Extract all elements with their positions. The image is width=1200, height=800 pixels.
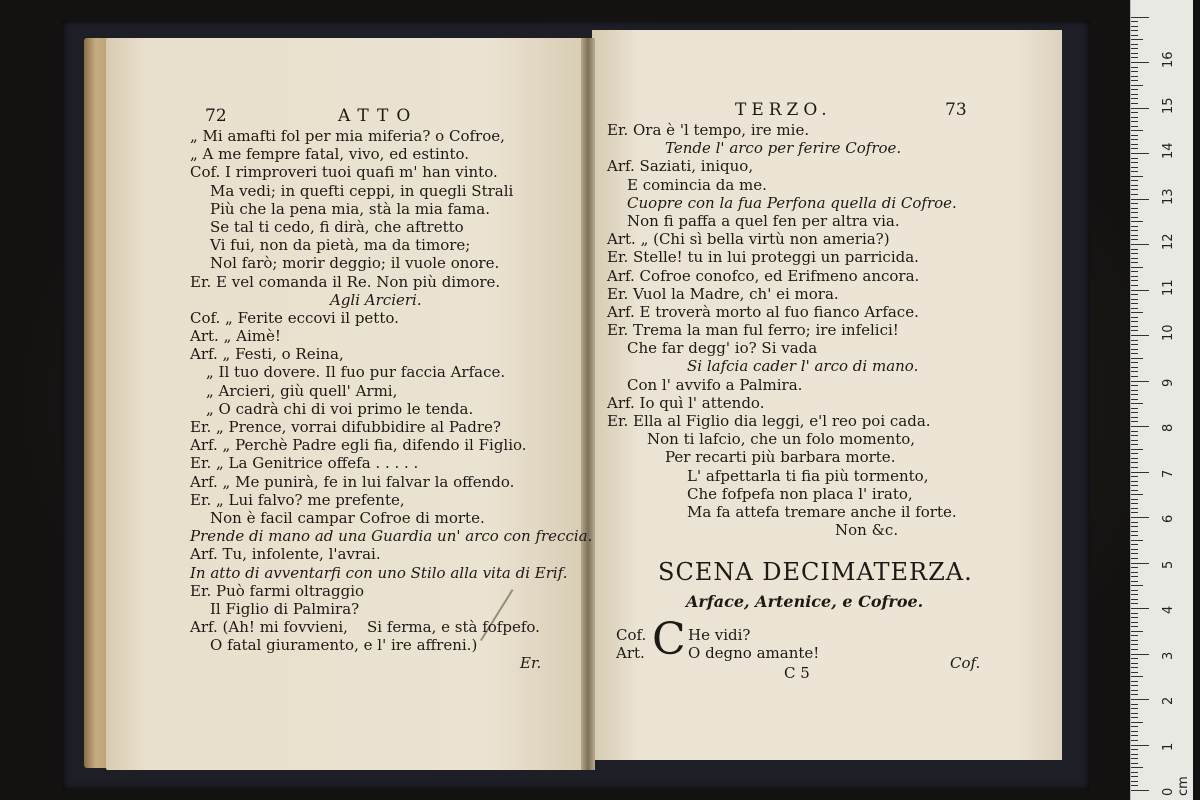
right-page-text-line: Arf. Cofroe conofco, ed Erifmeno ancora.	[607, 266, 920, 285]
right-page-text-line: Che fofpefa non placa l' irato,	[687, 484, 913, 503]
ruler-tick	[1131, 321, 1138, 322]
left-page-text-line: Er. „ Prence, vorrai difubbidire al Padre?	[190, 418, 501, 436]
left-page-text-line: „ A me fempre fatal, vivo, ed estinto.	[190, 145, 470, 164]
ruler-tick	[1131, 117, 1138, 118]
ruler-tick	[1131, 640, 1138, 641]
ruler-tick	[1131, 726, 1138, 727]
ruler-tick	[1131, 44, 1138, 45]
ruler-tick	[1131, 258, 1138, 259]
ruler-tick	[1131, 194, 1138, 195]
ruler-tick	[1131, 708, 1138, 709]
ruler-tick	[1131, 540, 1143, 541]
ruler-tick	[1131, 576, 1138, 577]
left-page-text-line: Arf. „ Festi, o Reina,	[190, 345, 344, 364]
left-running-head: ATTO	[338, 106, 419, 126]
ruler-tick	[1131, 299, 1138, 300]
ruler-label: 0 cm	[1161, 776, 1191, 796]
ruler-tick	[1131, 108, 1149, 109]
ruler-label: 6	[1161, 514, 1176, 523]
right-page-text-line: Arf. E troverà morto al fuo fianco Arface.	[607, 302, 919, 321]
ruler-tick	[1131, 335, 1149, 336]
ruler-tick	[1131, 76, 1138, 77]
ruler-tick	[1131, 785, 1138, 786]
ruler-tick	[1131, 221, 1143, 222]
ruler-tick	[1131, 649, 1138, 650]
ruler-tick	[1131, 290, 1149, 291]
right-page-text-line: Non fi paffa a quel fen per altra via.	[627, 211, 900, 230]
left-page-text	[190, 127, 592, 673]
ruler-tick	[1131, 353, 1138, 354]
ruler-tick	[1131, 153, 1149, 154]
ruler-tick	[1131, 121, 1138, 122]
ruler-tick	[1131, 139, 1138, 140]
ruler-tick	[1131, 144, 1138, 145]
ruler-tick	[1131, 358, 1143, 359]
ruler-tick	[1131, 80, 1138, 81]
ruler-tick	[1131, 772, 1138, 773]
ruler-tick	[1131, 253, 1138, 254]
right-page-text-line: Art. „ (Chi sì bella virtù non ameria?)	[607, 230, 890, 249]
right-page-text-line: Per recarti più barbara morte.	[665, 448, 896, 467]
ruler-tick	[1131, 572, 1138, 573]
ruler-tick	[1131, 481, 1138, 482]
left-page-text-line: Ma vedi; in quefti ceppi, in quegli Strali	[210, 181, 514, 200]
ruler-tick	[1131, 590, 1138, 591]
ruler-tick	[1131, 558, 1138, 559]
left-page-text-line: Er.	[520, 654, 542, 673]
left-page-text-line: Arf. (Ah! mi fovvieni, Si ferma, e stà fofpefo.	[190, 618, 540, 637]
right-page-text-line: Arf. Saziati, iniquo,	[607, 157, 754, 176]
ruler-tick	[1131, 326, 1138, 327]
ruler-tick	[1131, 308, 1138, 309]
right-page-text-line: Si lafcia cader l' arco di mano.	[687, 357, 919, 376]
ruler-tick	[1131, 167, 1138, 168]
left-page-number: 72	[205, 106, 227, 126]
left-page-text-line: Più che la pena mia, stà la mia fama.	[210, 199, 490, 218]
right-page-text-line: Er. Ella al Figlio dia leggi, e'l reo poi cada.	[607, 412, 931, 430]
ruler-tick	[1131, 317, 1138, 318]
ruler-tick	[1131, 594, 1138, 595]
ruler-tick	[1131, 180, 1138, 181]
ruler-label: 15	[1161, 96, 1176, 114]
dialogue-speaker-1: Cof.	[616, 626, 647, 644]
ruler-tick	[1131, 148, 1138, 149]
ruler-tick	[1131, 176, 1143, 177]
ruler-label: 9	[1161, 378, 1176, 387]
ruler-label: 8	[1161, 423, 1176, 432]
ruler-tick	[1131, 667, 1138, 668]
left-page-text-line: O fatal giuramento, e l' ire affreni.)	[210, 636, 478, 655]
ruler-tick	[1131, 226, 1138, 227]
ruler-tick	[1131, 508, 1138, 509]
left-page-text-line: Prende di mano ad una Guardia un' arco con freccia.	[190, 527, 593, 546]
ruler-tick	[1131, 658, 1138, 659]
left-page-text-line: Vi fui, non da pietà, ma da timore;	[210, 236, 471, 255]
left-page-text-line: Er. E vel comanda il Re. Non più dimore.	[190, 272, 501, 291]
ruler-tick	[1131, 704, 1138, 705]
ruler-tick	[1131, 531, 1138, 532]
ruler-tick	[1131, 608, 1149, 609]
ruler-tick	[1131, 626, 1138, 627]
ruler-tick	[1131, 713, 1138, 714]
ruler-tick	[1131, 244, 1149, 245]
left-page-text-line: Arf. „ Me punirà, fe in lui falvar la offendo.	[190, 472, 515, 491]
ruler-tick	[1131, 472, 1149, 473]
ruler-tick	[1131, 362, 1138, 363]
left-page-text-line: Se tal ti cedo, fi dirà, che aftretto	[210, 217, 464, 236]
ruler-tick	[1131, 781, 1138, 782]
ruler-tick	[1131, 185, 1138, 186]
ruler-tick	[1131, 280, 1138, 281]
ruler-tick	[1131, 408, 1138, 409]
ruler-tick	[1131, 340, 1138, 341]
ruler-tick	[1131, 158, 1138, 159]
ruler-tick	[1131, 563, 1149, 564]
ruler-tick	[1131, 776, 1138, 777]
ruler-label: 10	[1161, 324, 1176, 341]
ruler-tick	[1131, 130, 1143, 131]
ruler-tick	[1131, 412, 1138, 413]
ruler-label: 11	[1161, 278, 1176, 296]
ruler-tick	[1131, 453, 1138, 454]
left-page-text-line: Agli Arcieri.	[330, 290, 422, 309]
ruler-tick	[1131, 449, 1143, 450]
ruler-tick	[1131, 745, 1149, 746]
ruler-label: 4	[1161, 605, 1176, 614]
ruler-tick	[1131, 235, 1138, 236]
ruler-tick	[1131, 217, 1138, 218]
ruler-tick	[1131, 462, 1138, 463]
ruler-label: 1	[1161, 742, 1176, 751]
left-page-text-line: Er. Può farmi oltraggio	[190, 581, 365, 600]
ruler-tick	[1131, 644, 1138, 645]
ruler-tick	[1131, 57, 1138, 58]
ruler-tick	[1131, 203, 1138, 204]
ruler-tick	[1131, 421, 1138, 422]
ruler-tick	[1131, 367, 1138, 368]
ruler-tick	[1131, 740, 1138, 741]
ruler-tick	[1131, 603, 1138, 604]
ruler-tick	[1131, 749, 1138, 750]
ruler-tick	[1131, 112, 1138, 113]
right-page-text-line: Er. Vuol la Madre, ch' ei mora.	[607, 284, 839, 303]
ruler-tick	[1131, 431, 1138, 432]
ruler-tick	[1131, 212, 1138, 213]
right-page-text	[607, 121, 957, 539]
ruler-tick	[1131, 135, 1138, 136]
signature-mark: C 5	[784, 664, 810, 682]
ruler-tick	[1131, 585, 1143, 586]
ruler-tick	[1131, 285, 1138, 286]
ruler-tick	[1131, 344, 1138, 345]
ruler-tick	[1131, 312, 1143, 313]
ruler-tick	[1131, 485, 1138, 486]
ruler-tick	[1131, 599, 1138, 600]
ruler-tick	[1131, 567, 1138, 568]
ruler-tick	[1131, 71, 1138, 72]
right-page-text-line: Non &c.	[835, 521, 899, 540]
ruler-tick	[1131, 526, 1138, 527]
ruler-tick	[1131, 672, 1138, 673]
ruler-tick	[1131, 613, 1138, 614]
ruler-tick	[1131, 685, 1138, 686]
catchword: Cof.	[950, 654, 981, 672]
right-page-text-line: L' afpettarla ti fia più tormento,	[687, 466, 929, 485]
ruler-tick	[1131, 330, 1138, 331]
ruler-tick	[1131, 26, 1138, 27]
ruler-tick	[1131, 349, 1138, 350]
left-page-text-line: „ Il tuo dovere. Il fuo pur faccia Arface.	[206, 363, 506, 382]
ruler-tick	[1131, 376, 1138, 377]
dialogue-line-1: He vidi?	[688, 626, 751, 644]
ruler-label: 14	[1161, 142, 1176, 159]
ruler-tick	[1131, 385, 1138, 386]
left-page-text-line: In atto di avventarfi con uno Stilo alla vita di Erif.	[190, 563, 568, 582]
ruler-tick	[1131, 399, 1138, 400]
left-page-text-line: Art. „ Aimè!	[190, 327, 281, 346]
ruler-label: 3	[1161, 651, 1176, 660]
ruler-tick	[1131, 440, 1138, 441]
right-page-number: 73	[945, 100, 967, 120]
ruler-tick	[1131, 417, 1138, 418]
ruler-tick	[1131, 294, 1138, 295]
ruler-tick	[1131, 663, 1138, 664]
ruler-tick	[1131, 490, 1138, 491]
ruler-tick	[1131, 499, 1138, 500]
ruler-tick	[1131, 553, 1138, 554]
right-page-text-line: Cuopre con la fua Perfona quella di Cofroe.	[627, 193, 957, 212]
ruler-tick	[1131, 30, 1138, 31]
ruler-tick	[1131, 549, 1138, 550]
ruler-tick	[1131, 635, 1138, 636]
dialogue-speaker-2: Art.	[616, 644, 645, 662]
left-page-text-line: Il Figlio di Palmira?	[210, 599, 360, 618]
right-running-head: TERZO.	[735, 100, 832, 120]
left-page-text-line: Cof. I rimproveri tuoi quafi m' han vinto.	[190, 163, 498, 182]
ruler-tick	[1131, 48, 1138, 49]
ruler-tick	[1131, 517, 1149, 518]
ruler-tick	[1131, 103, 1138, 104]
ruler-tick	[1131, 690, 1138, 691]
right-page-text-line: Non ti lafcio, che un folo momento,	[647, 430, 916, 449]
left-page-text-line: Nol farò; morir deggio; il vuole onore.	[210, 254, 500, 273]
ruler-tick	[1131, 403, 1143, 404]
ruler-tick	[1131, 458, 1138, 459]
ruler-tick	[1131, 426, 1149, 427]
right-page-text-line: E comincia da me.	[627, 175, 767, 194]
ruler-tick	[1131, 694, 1138, 695]
ruler-tick	[1131, 476, 1138, 477]
ruler-tick	[1131, 676, 1143, 677]
left-page-text-line: Cof. „ Ferite eccovi il petto.	[190, 308, 399, 327]
left-page-text-line: Er. „ Lui falvo? me prefente,	[190, 490, 405, 509]
left-page-text-line: Non è facil campar Cofroe di morte.	[210, 508, 485, 527]
ruler-tick	[1131, 189, 1138, 190]
ruler-tick	[1131, 249, 1138, 250]
right-page-text-line: Che far degg' io? Si vada	[627, 339, 818, 358]
ruler-tick	[1131, 239, 1138, 240]
ruler-tick	[1131, 271, 1138, 272]
ruler-tick	[1131, 763, 1138, 764]
ruler-tick	[1131, 435, 1138, 436]
ruler-tick	[1131, 85, 1143, 86]
left-page-text-line: Er. „ La Genitrice offefa . . . . .	[190, 454, 419, 473]
ruler-tick	[1131, 494, 1143, 495]
ruler-tick	[1131, 126, 1138, 127]
ruler-tick	[1131, 754, 1138, 755]
ruler-tick	[1131, 162, 1138, 163]
ruler-tick	[1131, 94, 1138, 95]
ruler-tick	[1131, 735, 1138, 736]
ruler-tick	[1131, 17, 1149, 18]
right-page-text-line: Con l' avvifo a Palmira.	[627, 375, 803, 394]
ruler-label: 7	[1161, 469, 1176, 478]
ruler-tick	[1131, 390, 1138, 391]
ruler-label: 12	[1161, 233, 1176, 250]
scene-title: SCENA DECIMATERZA.	[658, 558, 973, 586]
ruler-tick	[1131, 544, 1138, 545]
ruler-tick	[1131, 758, 1138, 759]
ruler-tick	[1131, 722, 1143, 723]
ruler-tick	[1131, 67, 1138, 68]
ruler-tick	[1131, 230, 1138, 231]
ruler-tick	[1131, 444, 1138, 445]
ruler-tick	[1131, 208, 1138, 209]
ruler-tick	[1131, 381, 1149, 382]
ruler-tick	[1131, 790, 1149, 791]
ruler-tick	[1131, 394, 1138, 395]
ruler-tick	[1131, 371, 1138, 372]
dialogue-line-2: O degno amante!	[688, 644, 820, 662]
ruler-tick	[1131, 522, 1138, 523]
ruler-tick	[1131, 35, 1138, 36]
left-page-text-line: Arf. „ Perchè Padre egli fia, difendo il Figlio.	[190, 436, 527, 455]
ruler-tick	[1131, 512, 1138, 513]
ruler-label: 13	[1161, 187, 1176, 205]
ruler-tick	[1131, 276, 1138, 277]
drop-cap: C	[652, 614, 686, 665]
ruler-tick	[1131, 731, 1138, 732]
ruler-label: 16	[1161, 51, 1176, 68]
right-page-text-line: Er. Ora è 'l tempo, ire mie.	[607, 121, 810, 139]
left-page-text-line: „ O cadrà chi di voi primo le tenda.	[206, 399, 474, 418]
left-page-text-line: „ Mi amafti fol per mia miferia? o Cofroe,	[190, 127, 505, 145]
ruler-tick	[1131, 503, 1138, 504]
ruler-tick	[1131, 631, 1143, 632]
ruler-tick	[1131, 699, 1149, 700]
left-page-text-line: Arf. Tu, infolente, l'avrai.	[190, 545, 381, 564]
ruler-tick	[1131, 62, 1149, 63]
ruler-tick	[1131, 681, 1138, 682]
ruler-tick	[1131, 39, 1143, 40]
ruler-tick	[1131, 21, 1138, 22]
measurement-ruler	[1130, 0, 1193, 800]
ruler-tick	[1131, 654, 1149, 655]
ruler-tick	[1131, 89, 1138, 90]
ruler-tick	[1131, 199, 1149, 200]
left-page-text-line: „ Arcieri, giù quell' Armi,	[206, 381, 398, 400]
ruler-tick	[1131, 262, 1138, 263]
ruler-tick	[1131, 617, 1138, 618]
ruler-tick	[1131, 98, 1138, 99]
ruler-tick	[1131, 622, 1138, 623]
ruler-tick	[1131, 717, 1138, 718]
right-page-text-line: Er. Trema la man ful ferro; ire infelici!	[607, 321, 899, 340]
ruler-tick	[1131, 581, 1138, 582]
ruler-tick	[1131, 53, 1138, 54]
scene-characters: Arface, Artenice, e Cofroe.	[686, 592, 924, 611]
ruler-tick	[1131, 467, 1138, 468]
ruler-tick	[1131, 535, 1138, 536]
ruler-tick	[1131, 767, 1143, 768]
right-page-text-line: Tende l' arco per ferire Cofroe.	[665, 139, 902, 158]
ruler-tick	[1131, 267, 1143, 268]
ruler-label: 2	[1161, 696, 1176, 705]
right-page-text-line: Arf. Io quì l' attendo.	[607, 393, 765, 412]
ruler-label: 5	[1161, 560, 1176, 569]
right-page-text-line: Ma fa attefa tremare anche il forte.	[687, 502, 957, 521]
right-page-text-line: Er. Stelle! tu in lui proteggi un parricida.	[607, 248, 919, 267]
ruler-tick	[1131, 171, 1138, 172]
ruler-tick	[1131, 303, 1138, 304]
